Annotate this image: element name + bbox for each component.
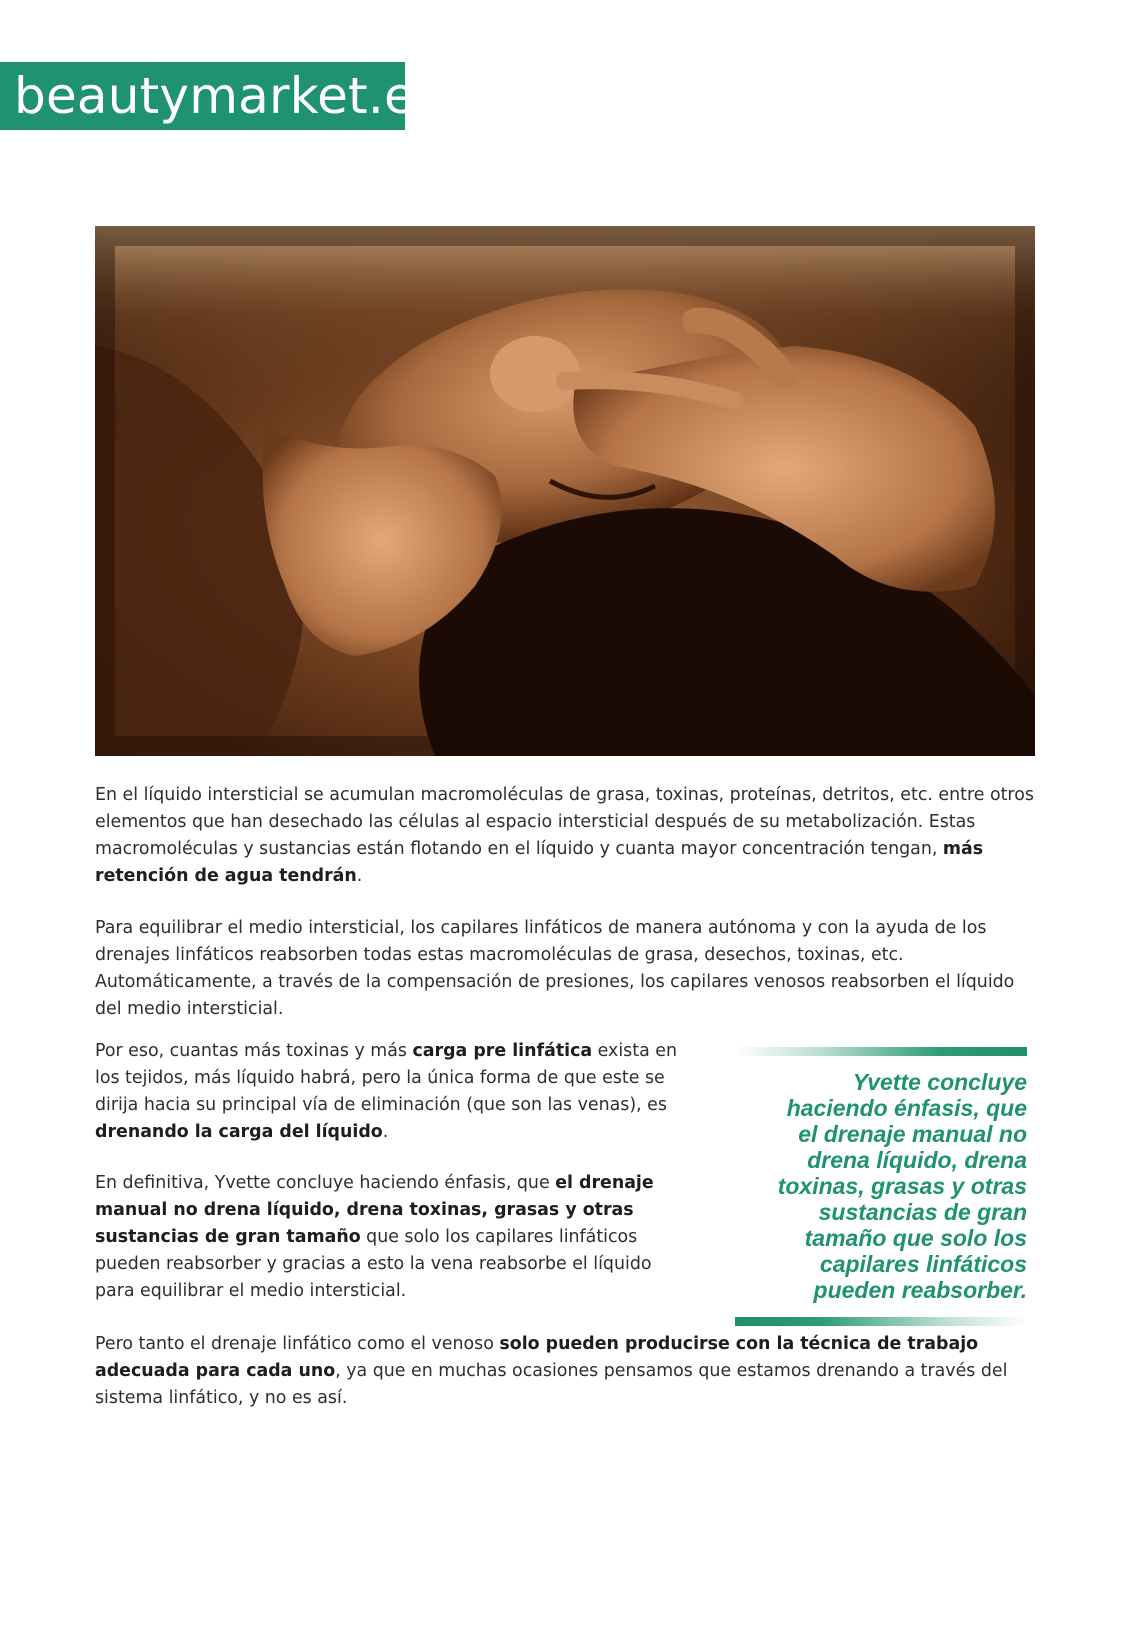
hero-image <box>95 226 1035 756</box>
pull-quote <box>735 1047 1027 1327</box>
pull-quote-text: Yvette concluye haciendo énfasis, que el drenaje manual no drena líquido, drena toxinas, grasas y otras sustancias de gran tamaño que solo los capilares linfáticos pueden reabsorber. <box>777 1069 1027 1303</box>
massage-photo <box>95 226 1035 756</box>
paragraph-por-eso: Por eso, cuantas más toxinas y más carga pre linfática exista en los tejidos, más líquido habrá, pero la única forma de que este se dirija hacia su principal vía de eliminación (que son las venas), es drenando la carga del líquido. <box>95 1041 677 1142</box>
paragraph-capilares: Para equilibrar el medio intersticial, los capilares linfáticos de manera autónoma y con la ayuda de los drenajes linfáticos reabsorben todas estas macromoléculas de grasa, desechos, toxinas, etc. Automáticamente, a través de la compensación de presiones, los capilares venosos reabsorben el líquido del medio intersticial. <box>95 918 1015 1019</box>
pull-quote-bottom-rule <box>735 1317 1027 1326</box>
paragraph-conclusion: Pero tanto el drenaje linfático como el venoso solo pueden producirse con la técnica de trabajo adecuada para cada uno, ya que en muchas ocasiones pensamos que estamos drenando a través del sistema linfático, y no es así. <box>95 1334 1008 1408</box>
paragraph-en-definitiva: En definitiva, Yvette concluye haciendo énfasis, que el drenaje manual no drena líquido, drena toxinas, grasas y otras sustancias de gran tamaño que solo los capilares linfáticos pueden reabsorber y gracias a esto la vena reabsorbe el líquido para equilibrar el medio intersticial. <box>95 1173 654 1301</box>
paragraph-intro: En el líquido intersticial se acumulan macromoléculas de grasa, toxinas, proteínas, detritos, etc. entre otros elementos que han desechado las células al espacio intersticial después de su metabolización. Estas macromoléculas y sustancias están flotando en el líquido y cuanta mayor concentración tengan, más retención de agua tendrán. <box>95 785 1034 886</box>
pull-quote-top-rule <box>735 1047 1027 1056</box>
site-logo[interactable]: beautymarket.es <box>0 62 405 130</box>
